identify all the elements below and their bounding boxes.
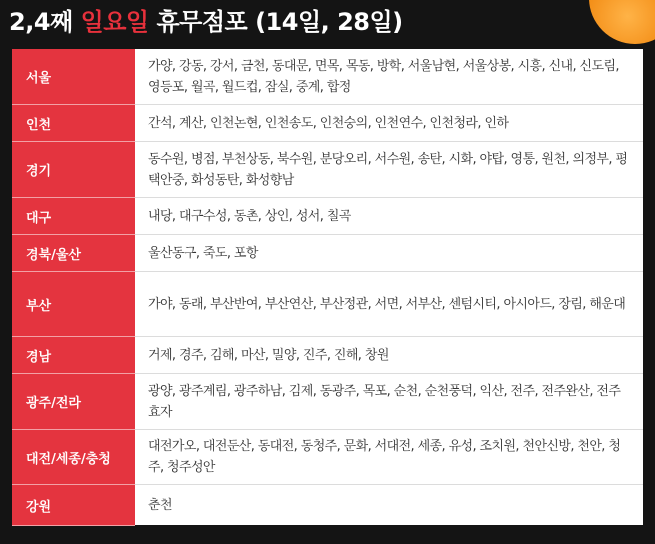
stores-cell: 울산동구, 죽도, 포항 xyxy=(148,245,258,261)
stores-cell: 거제, 경주, 김해, 마산, 밀양, 진주, 진해, 창원 xyxy=(148,347,389,363)
region-cell: 대전/세종/충청 xyxy=(12,430,135,485)
page-title xyxy=(9,2,403,42)
table-row xyxy=(12,105,643,142)
region-cell: 경북/울산 xyxy=(12,235,135,272)
title-highlight: 일요일 xyxy=(80,8,149,36)
stores-cell: 간석, 계산, 인천논현, 인천송도, 인천숭의, 인천연수, 인천청라, 인하 xyxy=(148,115,509,131)
table-row xyxy=(12,485,643,525)
table-row xyxy=(12,49,643,105)
stores-cell: 광양, 광주계림, 광주하남, 김제, 동광주, 목포, 순천, 순천풍덕, 익산, 전주, 전주완산, 전주효자 xyxy=(148,383,621,420)
title-prefix: 2,4째 xyxy=(9,8,81,36)
stores-cell: 내당, 대구수성, 동촌, 상인, 성서, 칠곡 xyxy=(148,208,351,224)
region-cell: 광주/전라 xyxy=(12,374,135,430)
stores-cell: 가양, 강동, 강서, 금천, 동대문, 면목, 목동, 방학, 서울남현, 서울상봉, 시흥, 신내, 신도림, 영등포, 월곡, 월드컵, 잠실, 중계, 합정 xyxy=(148,58,619,95)
region-cell: 경남 xyxy=(12,337,135,374)
region-cell: 강원 xyxy=(12,485,135,526)
region-cell: 경기 xyxy=(12,142,135,198)
table-row xyxy=(12,337,643,374)
region-cell: 대구 xyxy=(12,198,135,235)
title-suffix: 휴무점포 (14일, 28일) xyxy=(148,8,403,36)
orange-fruit-decoration xyxy=(589,0,655,44)
stores-cell: 춘천 xyxy=(148,497,172,513)
region-cell: 부산 xyxy=(12,272,135,337)
stores-cell: 대전가오, 대전둔산, 동대전, 동청주, 문화, 서대전, 세종, 유성, 조치원, 천안신방, 천안, 청주, 청주성안 xyxy=(148,439,621,475)
table-row xyxy=(12,142,643,198)
table-row xyxy=(12,198,643,235)
region-cell: 인천 xyxy=(12,105,135,142)
region-cell: 서울 xyxy=(12,49,135,105)
stores-cell: 동수원, 병점, 부천상동, 북수원, 분당오리, 서수원, 송탄, 시화, 야탑, 영통, 원천, 의정부, 평택안중, 화성동탄, 화성향남 xyxy=(148,151,628,188)
stores-cell: 가야, 동래, 부산반여, 부산연산, 부산정관, 서면, 서부산, 센텀시티, 아시아드, 장림, 해운대 xyxy=(148,296,626,312)
table-row xyxy=(12,430,643,485)
closed-stores-table xyxy=(12,49,643,525)
table-row xyxy=(12,374,643,430)
table-row xyxy=(12,272,643,337)
table-row xyxy=(12,235,643,272)
